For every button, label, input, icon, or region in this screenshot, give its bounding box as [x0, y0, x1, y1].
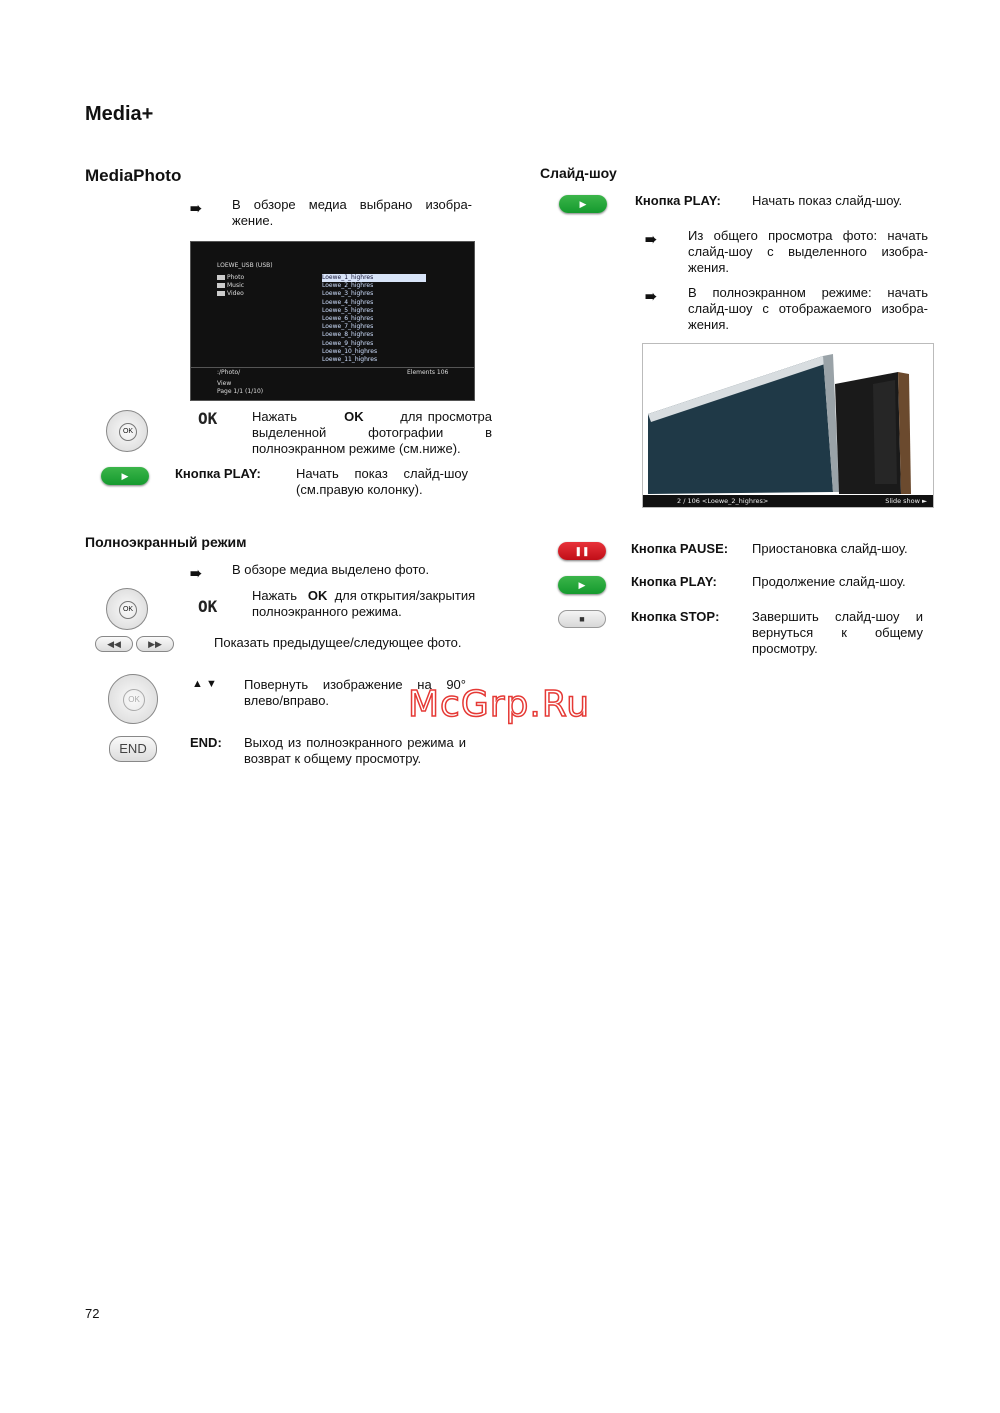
page-number: 72 — [85, 1306, 100, 1321]
ok-key-label: OK — [198, 409, 218, 428]
play-icon: ▶ — [579, 199, 587, 209]
ok-key-label: OK — [198, 597, 218, 616]
ok-center: OK — [119, 423, 137, 441]
pause-label: Кнопка PAUSE: — [631, 541, 729, 556]
slideshow-screenshot — [642, 343, 934, 508]
page-hint: Page 1/1 (1/10) — [217, 388, 264, 395]
hand-arrow-icon: ➠ — [645, 288, 655, 304]
play-icon: ▶ — [121, 471, 129, 481]
file-item[interactable]: Loewe_11_highres — [322, 356, 378, 364]
pause-instruction: Приостановка слайд-шоу. — [752, 541, 908, 556]
folder-icon — [217, 291, 225, 296]
nav-ok-button[interactable] — [106, 410, 148, 452]
file-item[interactable]: Loewe_3_highres — [322, 290, 374, 298]
hand-arrow-icon: ➠ — [190, 200, 200, 216]
slideshow-title: Слайд-шоу — [540, 165, 617, 181]
play-label: Кнопка PLAY: — [635, 193, 721, 208]
watermark: McGrp.Ru — [408, 684, 591, 725]
slide-mode: Slide show ► — [885, 497, 927, 505]
media-browser-screenshot — [190, 241, 475, 401]
elements-count: Elements 106 — [407, 369, 449, 376]
file-item[interactable]: Loewe_9_highres — [322, 339, 374, 347]
rewind-button[interactable] — [95, 636, 133, 652]
file-item[interactable]: Loewe_6_highres — [322, 315, 374, 323]
file-item[interactable]: Loewe_2_highres — [322, 282, 374, 290]
end-instruction: Выход из полноэкранного режима и возврат к общему просмотру. — [244, 735, 466, 766]
tv-product-photo — [643, 344, 933, 507]
play-instruction: Начать показ слайд-шоу. — [752, 193, 903, 208]
stop-instruction: Завершить слайд-шоу и вернуться к общему просмотру. — [752, 609, 923, 656]
section-title: Media+ — [85, 103, 154, 125]
file-item[interactable]: Loewe_8_highres — [322, 331, 374, 339]
hand-arrow-icon: ➠ — [190, 565, 200, 581]
file-item[interactable]: Loewe_7_highres — [322, 323, 374, 331]
mediaphoto-title: MediaPhoto — [85, 166, 182, 185]
play-button[interactable] — [101, 467, 149, 485]
mediaphoto-intro: В обзоре медиа выбрано изобра-жение. — [232, 197, 472, 228]
folder-item: Photo — [217, 274, 244, 282]
ok-center: OK — [123, 689, 145, 711]
rewind-icon: ◀◀ — [107, 639, 121, 649]
ok-center: OK — [119, 601, 137, 619]
file-list — [322, 274, 426, 364]
nav-ok-button[interactable] — [106, 588, 148, 630]
fast-forward-icon: ▶▶ — [148, 639, 162, 649]
up-down-arrows-icon: ▲ ▼ — [192, 678, 217, 690]
play-button[interactable] — [558, 576, 606, 594]
rotate-instruction: Повернуть изображение на 90° влево/вправо. — [244, 677, 466, 708]
play-button[interactable] — [559, 195, 607, 213]
forward-button[interactable] — [136, 636, 174, 652]
pause-button[interactable] — [558, 542, 606, 560]
slide-counter: 2 / 106 <Loewe_2_highres> — [677, 497, 769, 505]
end-button[interactable]: END — [109, 736, 157, 762]
file-item[interactable]: Loewe_4_highres — [322, 298, 374, 306]
nav-up-down-button[interactable] — [108, 674, 158, 724]
divider — [191, 367, 474, 368]
folder-icon — [217, 275, 225, 280]
stop-label: Кнопка STOP: — [631, 609, 720, 624]
folder-icon — [217, 283, 225, 288]
ok-fullscreen-instruction: Нажать OK для открытия/закрытия полноэкранного режима. — [252, 588, 476, 619]
folder-list — [217, 274, 244, 298]
device-name: LOEWE_USB (USB) — [217, 262, 273, 269]
file-item[interactable]: Loewe_5_highres — [322, 306, 374, 314]
slideshow-status-bar — [643, 495, 933, 507]
play-label: Кнопка PLAY: — [175, 466, 261, 481]
play2-label: Кнопка PLAY: — [631, 574, 717, 589]
stop-button[interactable] — [558, 610, 606, 628]
play2-instruction: Продолжение слайд-шоу. — [752, 574, 906, 589]
file-item[interactable]: Loewe_10_highres — [322, 347, 378, 355]
hand-arrow-icon: ➠ — [645, 231, 655, 247]
fullscreen-intro: В обзоре медиа выделено фото. — [232, 562, 430, 577]
prevnext-instruction: Показать предыдущее/следующее фото. — [214, 635, 462, 650]
file-item-selected[interactable]: Loewe_1_highres — [322, 274, 426, 282]
folder-item: Music — [217, 282, 244, 290]
fullscreen-title: Полноэкранный режим — [85, 534, 247, 550]
end-label: END: — [190, 735, 222, 750]
pause-icon: ❚❚ — [574, 546, 590, 556]
play-instruction: Начать показ слайд-шоу (см.правую колонку). — [296, 466, 468, 497]
note-overview: Из общего просмотра фото: начать слайд-шоу с выделенного изобра-жения. — [688, 228, 928, 275]
play-icon: ▶ — [578, 580, 586, 590]
current-path: :/Photo/ — [217, 369, 241, 376]
view-hint: View — [217, 380, 232, 387]
note-fullscreen: В полноэкранном режиме: начать слайд-шоу с отображаемого изобра-жения. — [688, 285, 928, 332]
ok-instruction: Нажать OK для просмотра выделенной фотографии в полноэкранном режиме (см.ниже). — [252, 409, 492, 456]
folder-item: Video — [217, 290, 244, 298]
stop-icon: ■ — [579, 614, 585, 624]
